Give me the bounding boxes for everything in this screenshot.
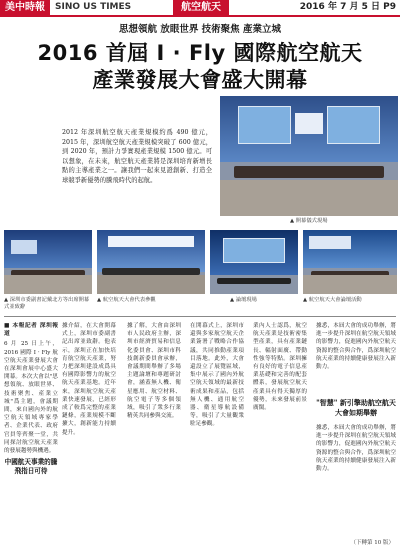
article-column-5 bbox=[253, 322, 307, 542]
article-column-3 bbox=[127, 322, 181, 542]
article-column-1 bbox=[4, 322, 58, 542]
sidebar-headline: "智慧" 新引擎助航空航天大會如期舉辦 bbox=[316, 398, 396, 417]
article-text-7: 據悉，本屆大會的成功舉辦，將進一步提升深圳在航空航天領域的影響力，促進國內外航空航天資源的整合與合作，爲深圳航空航天產業的持續健康發展注入新動力。 bbox=[316, 425, 396, 473]
article-column-7 bbox=[316, 424, 396, 536]
byline: ■ 本報記者 深圳報道 bbox=[4, 323, 58, 338]
lead-paragraph: 2012 年深圳航空航天產業規模約爲 490 億元，2015 年，深圳航空航天產業規模突破了 600 億元，到 2020 年，預計力爭實現產業規模 1500 億元。可以想象，在未來，航空航天產業將是深圳培育新增長點的主導產業之一。讓我們一起來見證創新、打造全球競爭新優勢的騰飛時代的起航。 bbox=[62, 129, 212, 184]
article-column-2 bbox=[62, 322, 116, 542]
headline-line-2: 產業發展大會盛大開幕 bbox=[92, 68, 308, 92]
article-column-6 bbox=[316, 322, 396, 394]
main-photo-caption: ▲ 開幕儀式現場 bbox=[290, 218, 328, 224]
photo2-caption: ▲ 航空航天大會代表參觀 bbox=[97, 297, 156, 303]
photo-conference bbox=[303, 230, 397, 294]
article-text-5: 業內人士認爲，航空航天產業是技術密集型產業，具有產業鏈長、輻射面廣、帶動性強等特點。深圳擁有良好的電子信息產業基礎和完善的配套體系，發展航空航天產業具有得天獨厚的優勢，未來發展前景廣闊。 bbox=[253, 323, 307, 412]
main-photo bbox=[220, 96, 398, 216]
photo-forum bbox=[210, 230, 298, 294]
paper-name: SINO US TIMES bbox=[55, 2, 132, 12]
photo1-caption: ▲ 深圳市委副書記戴北方等出席開幕式並致辭 bbox=[4, 297, 90, 310]
photo-delegates bbox=[97, 230, 205, 294]
article-text-4: 在開幕式上，深圳市還與多家航空航天企業簽署了戰略合作協議，共同推動產業項目落地。此外，大會還設立了展覽區域，集中展示了國內外航空航天領域的最新技術成果和產品，包括無人機、通用航空器、衛星導航設備等，吸引了大量觀衆駐足參觀。 bbox=[190, 323, 244, 428]
section-tag: 航空航天 bbox=[173, 0, 229, 15]
masthead bbox=[0, 0, 400, 17]
photo-officials bbox=[4, 230, 92, 294]
article-text-3: 據了解，大會由深圳市人民政府主辦，深圳市經濟貿易和信息化委員會、深圳市科技創新委員會承辦，會議期間舉辦了多場主題論壇和專題研討會，涵蓋無人機、衛星應用、航空材料、航空電子等多個領域，吸引了衆多行業精英共同參與交流。 bbox=[127, 323, 181, 420]
subhead-1: 中國航天事業的騰飛指日可待 bbox=[4, 458, 58, 476]
issue-date: 2016 年 7 月 5 日 P9 bbox=[299, 2, 396, 12]
photo3-caption: ▲ 論壇現場 bbox=[230, 297, 257, 303]
article-column-4 bbox=[190, 322, 244, 542]
photo4-caption: ▲ 航空航天大會論壇活動 bbox=[303, 297, 362, 303]
section-divider bbox=[4, 316, 396, 317]
headline-kicker: 思想領航 放眼世界 技術聚焦 產業立城 bbox=[119, 24, 281, 35]
article-text-6: 據悉，本屆大會的成功舉辦，將進一步提升深圳在航空航天領域的影響力，促進國內外航空航天資源的整合與合作，爲深圳航空航天產業的持續健康發展注入新動力。 bbox=[316, 323, 396, 371]
article-text-2: 據介紹，在大會開幕式上，深圳市委副書記出席並致辭。他表示，深圳正在加快培育航空航天產業，努力把深圳建設成爲具有國際影響力的航空航天產業基地。近年來，深圳航空航天產業快速發展，已經形成了較爲完整的產業鏈條，產業規模不斷擴大，創新能力持續提升。 bbox=[62, 323, 116, 436]
newspaper-logo: 美中時報 bbox=[0, 0, 50, 15]
headline-line-1: 2016 首屆 I · Fly 國際航空航天 bbox=[37, 41, 363, 65]
continued-note: （下轉第 10 版） bbox=[350, 540, 394, 546]
article-text-1: 6 月 25 日上午，2016 國際 I · Fly 航空航天產業發展大會在深圳會展中心盛大開幕。本次大會以"思想領航、放眼世界、技術聚焦、產業立城"爲主題，會議期間，來自國內外的航空航天領域專家學者、企業代表、政府官員等齊聚一堂，共同探討航空航天產業的發展趨勢與機遇。 bbox=[4, 341, 58, 455]
